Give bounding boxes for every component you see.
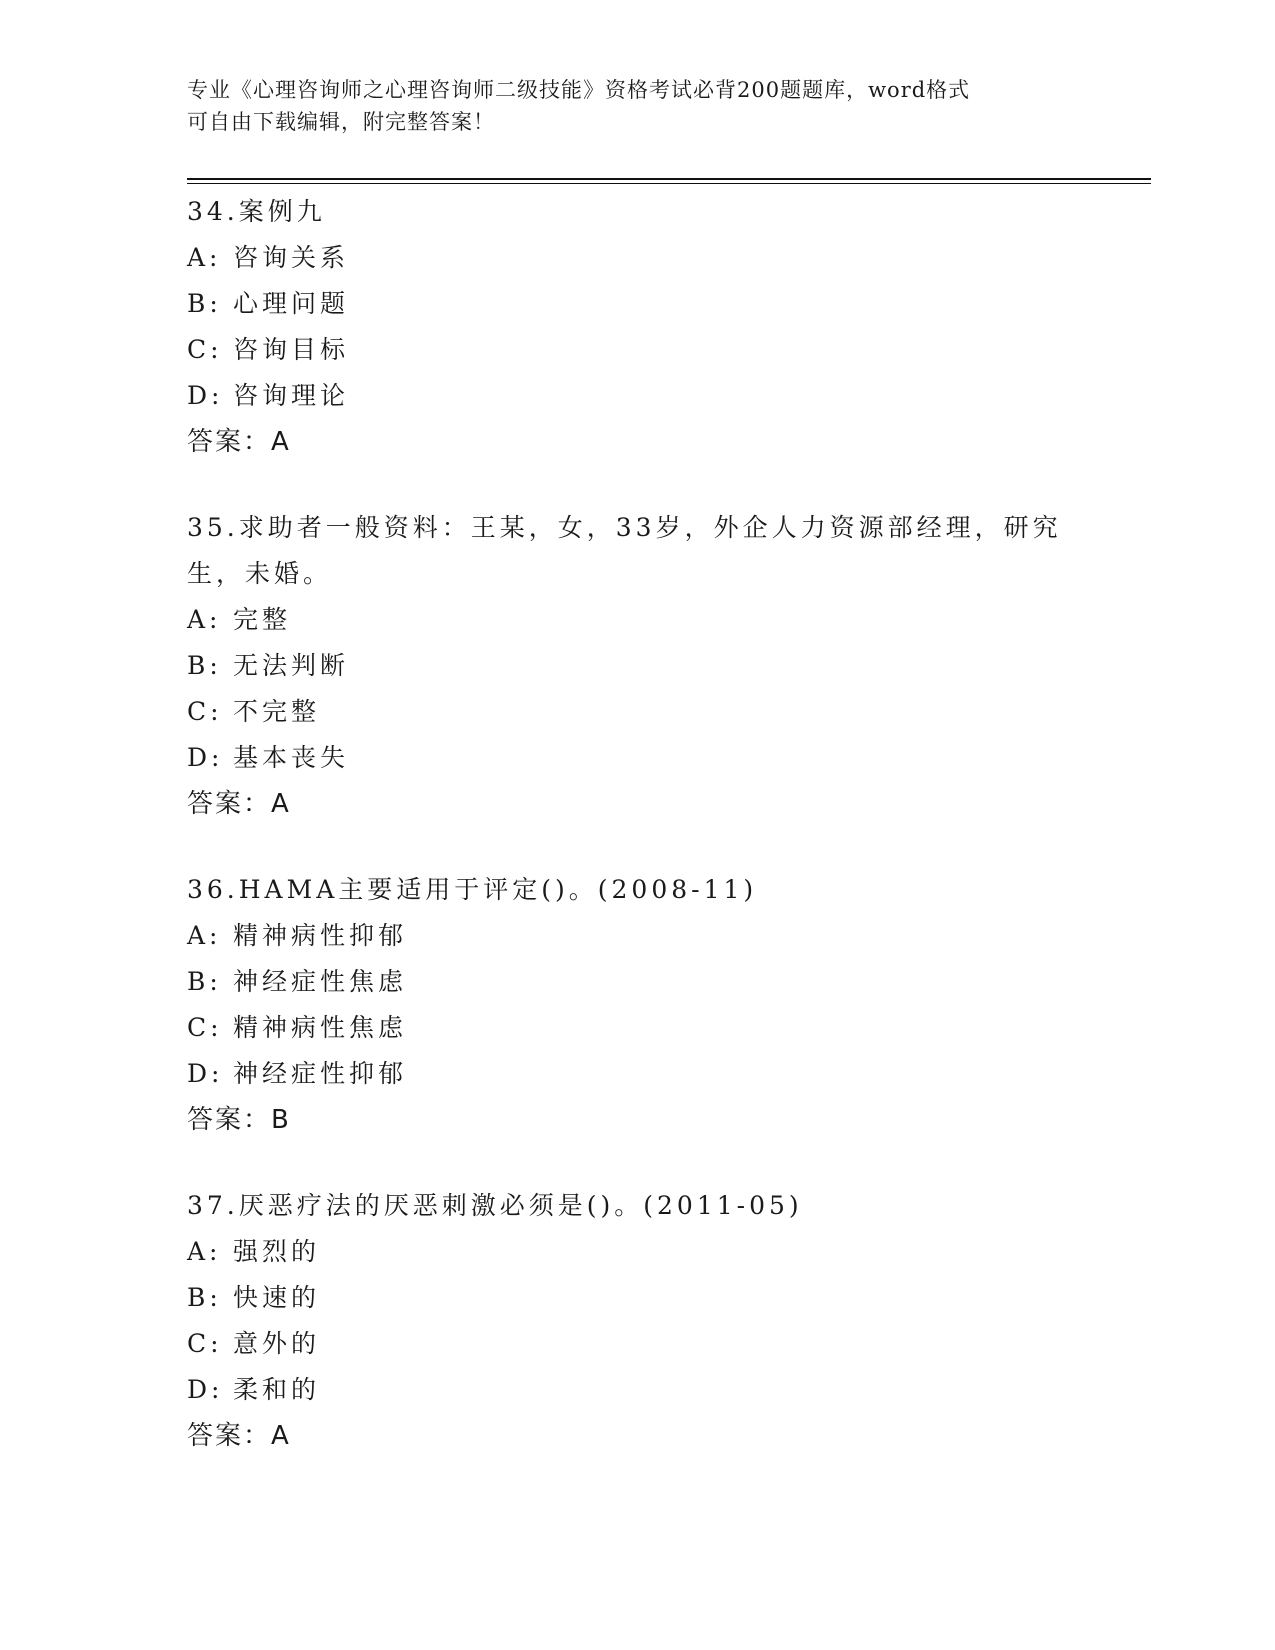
option-letter: D:	[187, 1059, 224, 1088]
option-b	[187, 643, 1107, 689]
option-c	[187, 1005, 1107, 1051]
question-stem: 36.HAMA主要适用于评定()。(2008-11)	[187, 875, 758, 904]
option-text: 柔和的	[233, 1375, 321, 1404]
option-b	[187, 281, 1107, 327]
option-letter: A:	[187, 921, 222, 950]
option-b	[187, 959, 1107, 1005]
option-letter: A:	[187, 243, 222, 272]
option-letter: A:	[187, 1237, 222, 1266]
option-letter: B:	[187, 289, 222, 318]
option-text: 基本丧失	[233, 743, 350, 772]
option-text: 咨询目标	[233, 335, 350, 364]
option-text: 咨询理论	[233, 381, 350, 410]
answer-line: 答案：A	[187, 789, 291, 819]
option-letter: C:	[187, 335, 223, 364]
option-letter: C:	[187, 1013, 223, 1042]
answer-line: 答案：A	[187, 427, 291, 457]
option-text: 精神病性抑郁	[233, 921, 408, 950]
option-letter: A:	[187, 605, 222, 634]
header-line-1: 专业《心理咨询师之心理咨询师二级技能》资格考试必背200题题库，word格式	[187, 78, 971, 102]
option-text: 快速的	[233, 1283, 321, 1312]
answer-line: 答案：B	[187, 1105, 291, 1135]
option-letter: D:	[187, 381, 224, 410]
option-c	[187, 1321, 1107, 1367]
option-d	[187, 1367, 1107, 1413]
option-letter: C:	[187, 697, 223, 726]
question-36	[187, 867, 1107, 1143]
option-a	[187, 1229, 1107, 1275]
header-divider-bottom	[187, 183, 1151, 184]
header-line-2: 可自由下载编辑，附完整答案！	[187, 110, 495, 134]
option-letter: B:	[187, 651, 222, 680]
question-list	[187, 189, 1107, 1499]
option-letter: B:	[187, 1283, 222, 1312]
option-a	[187, 913, 1107, 959]
question-34	[187, 189, 1107, 465]
option-letter: B:	[187, 967, 222, 996]
option-text: 完整	[233, 605, 292, 634]
option-d	[187, 1051, 1107, 1097]
question-stem: 35.求助者一般资料：王某，女，33岁，外企人力资源部经理，研究生，未婚。	[187, 513, 1062, 588]
option-text: 神经症性焦虑	[233, 967, 408, 996]
option-letter: D:	[187, 743, 224, 772]
option-text: 咨询关系	[233, 243, 350, 272]
option-text: 心理问题	[233, 289, 350, 318]
option-a	[187, 597, 1107, 643]
option-letter: D:	[187, 1375, 224, 1404]
question-37	[187, 1183, 1107, 1459]
option-text: 不完整	[233, 697, 321, 726]
option-text: 意外的	[233, 1329, 321, 1358]
option-a	[187, 235, 1107, 281]
option-c	[187, 689, 1107, 735]
question-stem: 37.厌恶疗法的厌恶刺激必须是()。(2011-05)	[187, 1191, 803, 1220]
question-35	[187, 505, 1107, 827]
option-text: 神经症性抑郁	[233, 1059, 408, 1088]
answer-line: 答案：A	[187, 1421, 291, 1451]
option-letter: C:	[187, 1329, 223, 1358]
option-d	[187, 373, 1107, 419]
option-text: 精神病性焦虑	[233, 1013, 408, 1042]
option-text: 强烈的	[233, 1237, 321, 1266]
question-stem: 34.案例九	[187, 197, 326, 226]
option-d	[187, 735, 1107, 781]
document-header	[187, 74, 1087, 138]
header-divider-top	[187, 178, 1151, 180]
option-c	[187, 327, 1107, 373]
option-b	[187, 1275, 1107, 1321]
option-text: 无法判断	[233, 651, 350, 680]
